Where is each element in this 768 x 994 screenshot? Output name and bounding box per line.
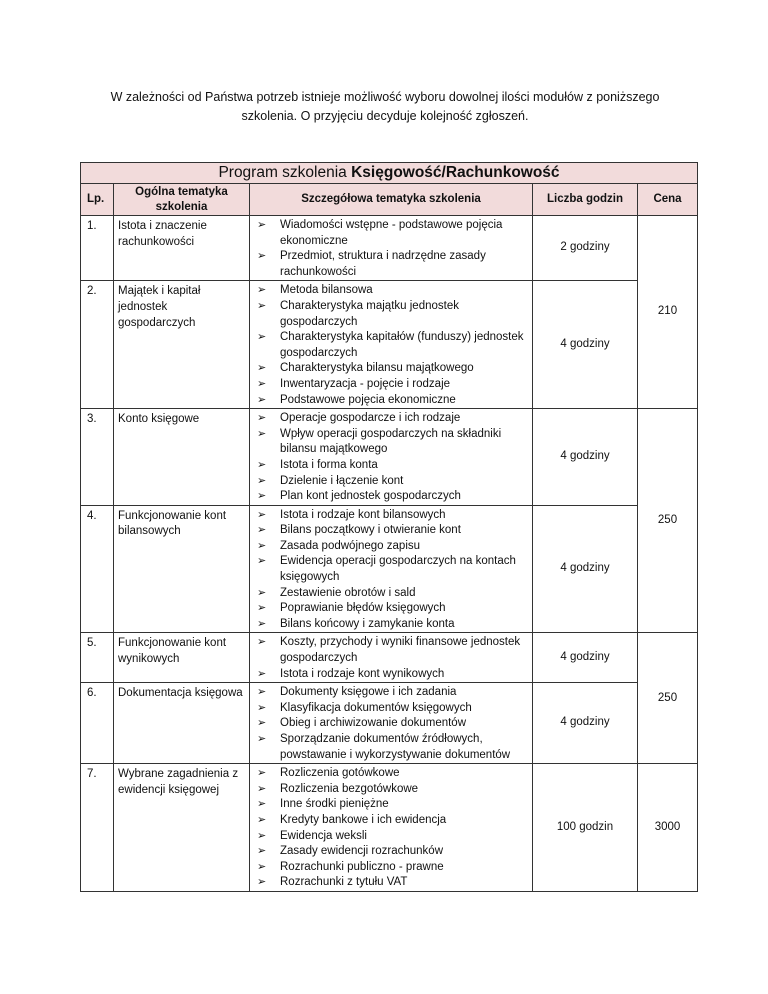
list-item [254,732,528,763]
row-general-topic: Konto księgowe [114,409,250,506]
intro-line-2: szkolenia. O przyjęciu decyduje kolejność zgłoszeń. [241,109,529,123]
detail-text: Istota i rodzaje kont wynikowych [280,667,445,680]
row-hours: 2 godziny [533,216,638,281]
row-number: 6. [81,683,114,764]
arrow-bullet-icon: ➢ [257,490,267,503]
detail-list [254,283,528,408]
detail-text: Metoda bilansowa [280,284,373,297]
arrow-bullet-icon: ➢ [257,733,267,745]
detail-text: Obieg i archiwizowanie dokumentów [280,717,467,730]
table-title-bold: Księgowość/Rachunkowość [351,164,560,181]
list-item [254,458,528,474]
detail-text: Istota i rodzaje kont bilansowych [280,508,446,521]
list-item [254,701,528,717]
header-price: Cena [638,184,698,216]
list-item [254,829,528,845]
arrow-bullet-icon: ➢ [257,829,267,842]
program-table [80,162,698,892]
list-item [254,813,528,829]
row-general-topic: Wybrane zagadnienia z ewidencji księgowej [114,764,250,892]
list-item [254,667,528,683]
arrow-bullet-icon: ➢ [257,377,267,390]
row-hours: 4 godziny [533,633,638,683]
detail-text: Rozrachunki z tytułu VAT [280,876,408,889]
arrow-bullet-icon: ➢ [257,860,267,873]
list-item [254,361,528,377]
detail-text: Bilans końcowy i zamykanie konta [280,617,455,630]
row-general-topic: Funkcjonowanie kont bilansowych [114,505,250,633]
detail-text: Kredyty bankowe i ich ewidencja [280,813,447,826]
detail-text: Wiadomości wstępne - podstawowe pojęcia ekonomiczne [280,219,503,247]
list-item [254,782,528,798]
row-detail-topics [250,683,533,764]
intro-text [60,88,710,126]
detail-text: Ewidencja weksli [280,829,367,842]
row-detail-topics [250,505,533,633]
list-item [254,716,528,732]
list-item [254,411,528,427]
list-item [254,617,528,633]
row-detail-topics [250,216,533,281]
arrow-bullet-icon: ➢ [257,586,267,599]
list-item [254,860,528,876]
table-body [81,216,698,892]
detail-list [254,508,528,633]
row-number: 3. [81,409,114,506]
arrow-bullet-icon: ➢ [257,636,267,649]
list-item [254,377,528,393]
row-hours: 4 godziny [533,409,638,506]
list-item [254,427,528,458]
arrow-bullet-icon: ➢ [257,250,267,263]
arrow-bullet-icon: ➢ [257,299,267,312]
header-lp: Lp. [81,184,114,216]
detail-text: Charakterystyka bilansu majątkowego [280,362,474,375]
arrow-bullet-icon: ➢ [257,284,267,297]
list-item [254,554,528,585]
price-cell: 3000 [638,764,698,892]
detail-text: Poprawianie błędów księgowych [280,602,446,615]
detail-text: Bilans początkowy i otwieranie kont [280,524,461,537]
list-item [254,330,528,361]
list-item [254,875,528,891]
detail-text: Operacje gospodarcze i ich rodzaje [280,412,461,425]
list-item [254,635,528,666]
row-number: 5. [81,633,114,683]
list-item [254,249,528,280]
arrow-bullet-icon: ➢ [257,555,267,568]
table-row [81,764,698,892]
detail-text: Istota i forma konta [280,458,378,471]
detail-text: Rozrachunki publiczno - prawne [280,860,444,873]
list-item [254,489,528,505]
row-detail-topics [250,409,533,506]
table-title-prefix: Program szkolenia [218,164,352,181]
arrow-bullet-icon: ➢ [257,717,267,730]
detail-list [254,766,528,891]
detail-text: Klasyfikacja dokumentów księgowych [280,701,472,714]
row-number: 4. [81,505,114,633]
detail-text: Wpływ operacji gospodarczych na składniki bilansu majątkowego [280,427,502,456]
row-hours: 100 godzin [533,764,638,892]
detail-text: Charakterystyka majątku jednostek gospodarczych [280,299,459,328]
arrow-bullet-icon: ➢ [257,508,267,521]
arrow-bullet-icon: ➢ [257,524,267,537]
detail-text: Zestawienie obrotów i sald [280,586,416,599]
arrow-bullet-icon: ➢ [257,667,267,680]
list-item [254,218,528,249]
list-item [254,508,528,524]
arrow-bullet-icon: ➢ [257,412,267,425]
detail-list [254,218,528,280]
list-item [254,523,528,539]
detail-list [254,685,528,763]
row-hours: 4 godziny [533,683,638,764]
detail-text: Rozliczenia gotówkowe [280,767,400,780]
arrow-bullet-icon: ➢ [257,767,267,780]
arrow-bullet-icon: ➢ [257,798,267,811]
detail-text: Zasada podwójnego zapisu [280,539,421,552]
header-general: Ogólna tematyka szkolenia [114,184,250,216]
arrow-bullet-icon: ➢ [257,813,267,826]
list-item [254,539,528,555]
arrow-bullet-icon: ➢ [257,701,267,714]
arrow-bullet-icon: ➢ [257,686,267,699]
detail-text: Inne środki pieniężne [280,798,389,811]
price-cell: 250 [638,409,698,633]
header-hours: Liczba godzin [533,184,638,216]
row-general-topic: Dokumentacja księgowa [114,683,250,764]
detail-list [254,411,528,505]
row-number: 2. [81,281,114,409]
table-row [81,409,698,506]
arrow-bullet-icon: ➢ [257,474,267,487]
detail-text: Dokumenty księgowe i ich zadania [280,686,457,699]
arrow-bullet-icon: ➢ [257,458,267,471]
table-title [81,163,698,184]
row-detail-topics [250,633,533,683]
row-hours: 4 godziny [533,505,638,633]
detail-text: Zasady ewidencji rozrachunków [280,845,443,858]
list-item [254,844,528,860]
arrow-bullet-icon: ➢ [257,602,267,615]
detail-list [254,635,528,682]
price-cell: 210 [638,216,698,409]
arrow-bullet-icon: ➢ [257,845,267,858]
intro-line-1: W zależności od Państwa potrzeb istnieje możliwość wyboru dowolnej ilości modułów z poniższego [110,90,660,104]
row-detail-topics [250,281,533,409]
list-item [254,586,528,602]
list-item [254,601,528,617]
list-item [254,797,528,813]
arrow-bullet-icon: ➢ [257,427,267,440]
arrow-bullet-icon: ➢ [257,617,267,630]
detail-text: Rozliczenia bezgotówkowe [280,782,419,795]
detail-text: Sporządzanie dokumentów źródłowych, powstawanie i wykorzystywanie dokumentów [280,733,511,761]
list-item [254,283,528,299]
row-general-topic: Istota i znaczenie rachunkowości [114,216,250,281]
detail-text: Inwentaryzacja - pojęcie i rodzaje [280,377,451,390]
detail-text: Ewidencja operacji gospodarczych na kontach księgowych [280,555,516,584]
arrow-bullet-icon: ➢ [257,219,267,231]
detail-text: Koszty, przychody i wyniki finansowe jednostek gospodarczych [280,636,521,665]
arrow-bullet-icon: ➢ [257,331,267,344]
detail-text: Przedmiot, struktura i nadrzędne zasady rachunkowości [280,250,486,278]
row-detail-topics [250,764,533,892]
row-general-topic: Majątek i kapitał jednostek gospodarczych [114,281,250,409]
list-item [254,474,528,490]
list-item [254,766,528,782]
arrow-bullet-icon: ➢ [257,393,267,406]
row-hours: 4 godziny [533,281,638,409]
table-row [81,281,698,409]
list-item [254,685,528,701]
table-row [81,633,698,683]
arrow-bullet-icon: ➢ [257,782,267,795]
list-item [254,299,528,330]
row-number: 7. [81,764,114,892]
table-row [81,683,698,764]
detail-text: Plan kont jednostek gospodarczych [280,490,461,503]
header-detail: Szczegółowa tematyka szkolenia [250,184,533,216]
detail-text: Dzielenie i łączenie kont [280,474,404,487]
detail-text: Podstawowe pojęcia ekonomiczne [280,393,456,406]
row-number: 1. [81,216,114,281]
row-general-topic: Funkcjonowanie kont wynikowych [114,633,250,683]
price-cell: 250 [638,633,698,764]
arrow-bullet-icon: ➢ [257,362,267,375]
arrow-bullet-icon: ➢ [257,876,267,889]
arrow-bullet-icon: ➢ [257,539,267,552]
list-item [254,393,528,409]
table-row [81,216,698,281]
table-row [81,505,698,633]
detail-text: Charakterystyka kapitałów (funduszy) jednostek gospodarczych [280,331,524,359]
